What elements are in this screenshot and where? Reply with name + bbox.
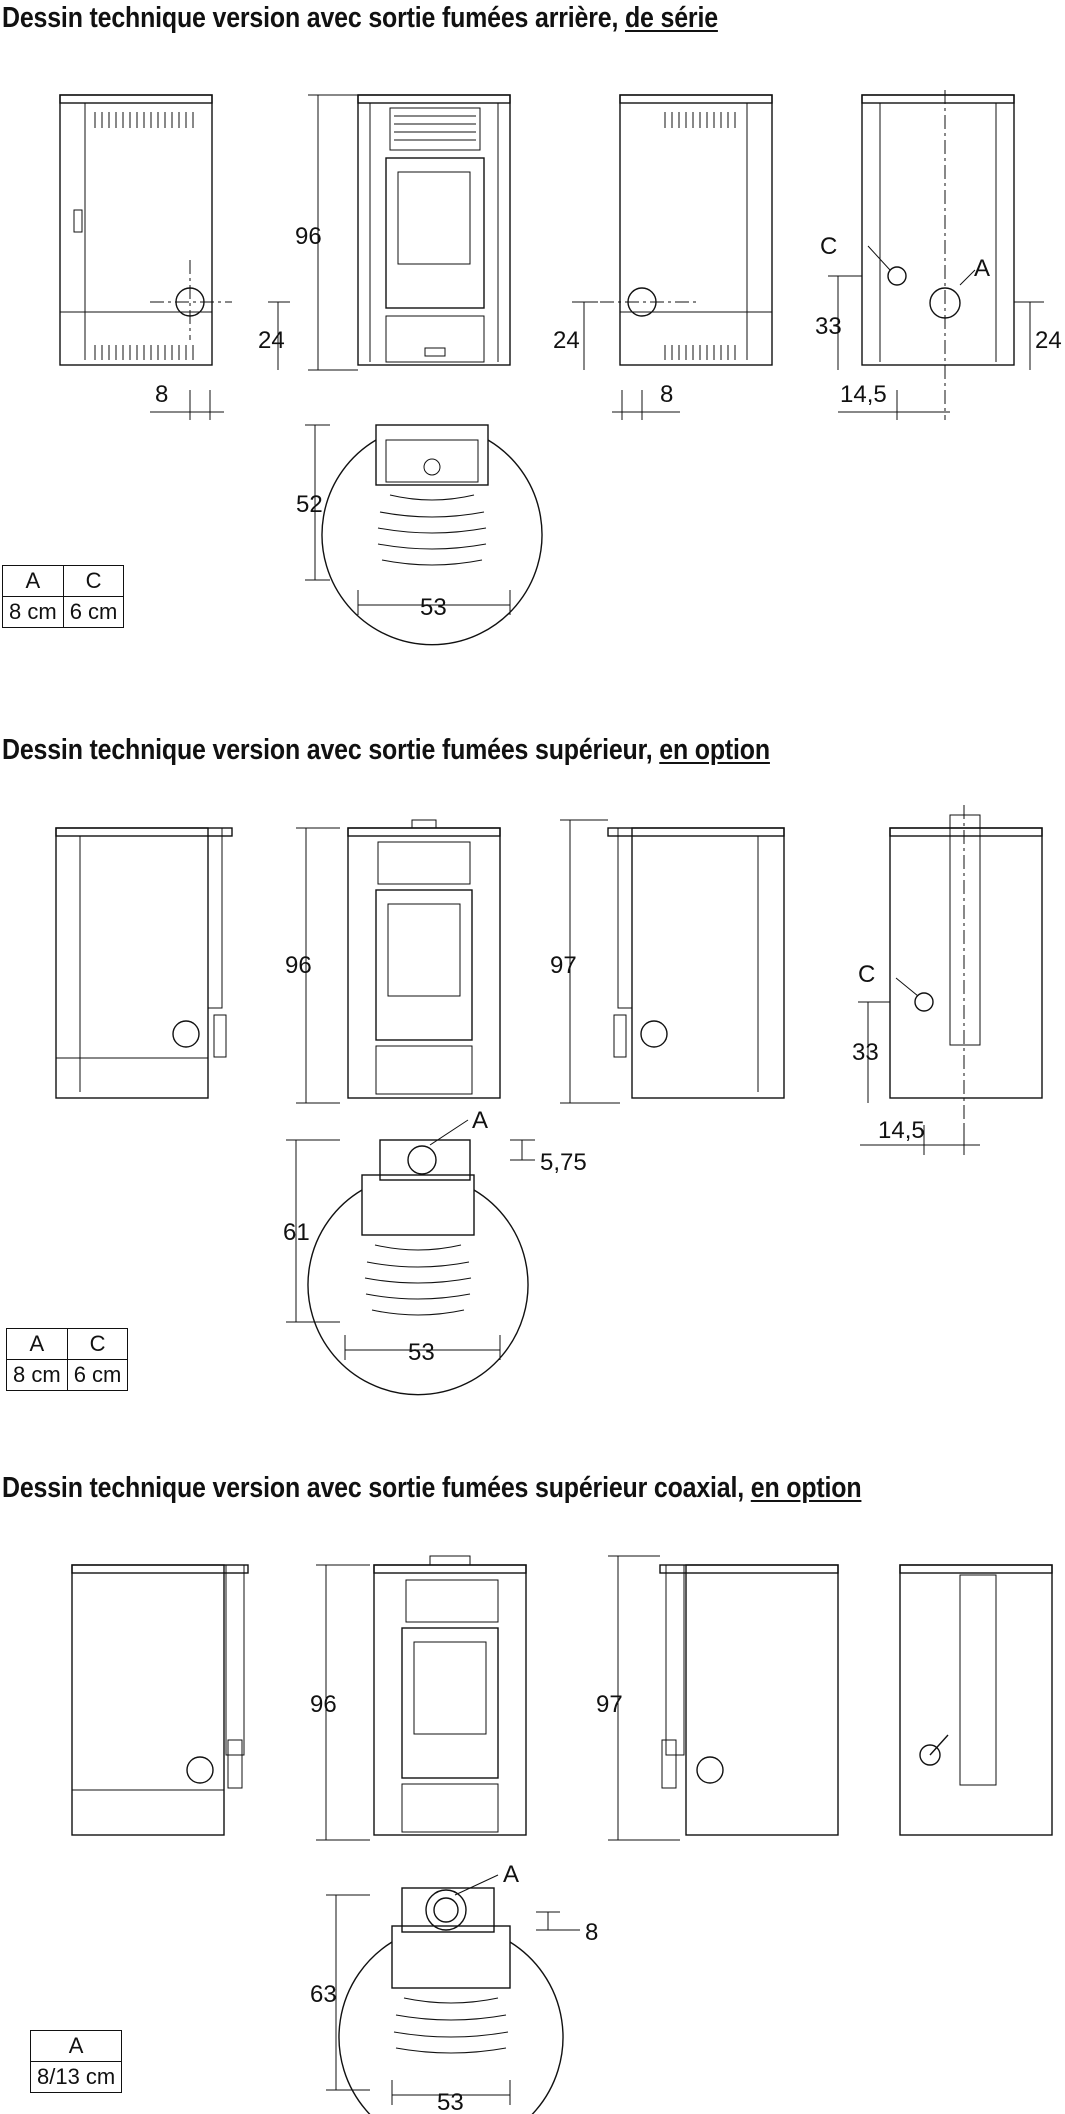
dim-left-height: 24 [258, 327, 285, 354]
rear-label-c: C [820, 233, 838, 260]
dim-top-depth: 61 [283, 1219, 310, 1246]
title-link[interactable]: en option [750, 1472, 862, 1504]
legend-header: C [67, 1329, 128, 1360]
dim-top-width: 53 [437, 2089, 464, 2114]
rear-label-a: A [974, 255, 991, 282]
legend-header: A [3, 566, 64, 597]
top-label-a: A [503, 1861, 520, 1888]
rear-view [862, 90, 1014, 420]
title-link[interactable]: en option [659, 734, 770, 766]
legend-value: 8 cm [7, 1360, 68, 1391]
legend-value: 6 cm [63, 597, 124, 628]
front-view [348, 820, 500, 1098]
dim-rear-c-height: 33 [815, 313, 842, 340]
legend-header: A [7, 1329, 68, 1360]
technical-drawing [0, 720, 1065, 1420]
rear-view [900, 1565, 1052, 1835]
legend-header: A [31, 2031, 122, 2062]
side-view-right [660, 1565, 838, 1835]
section-title: Dessin technique version avec sortie fumées supérieur coaxial, en option [2, 1472, 862, 1504]
legend-value: 8 cm [3, 597, 64, 628]
side-view-left [56, 828, 232, 1098]
dim-height-right: 97 [596, 1691, 623, 1718]
top-view [339, 1888, 563, 2114]
dim-top-depth: 63 [310, 1981, 337, 2008]
dim-height: 96 [310, 1691, 337, 1718]
dim-height: 96 [295, 223, 322, 250]
dim-left-offset: 8 [155, 381, 169, 408]
dim-right-offset: 8 [660, 381, 674, 408]
section-title: Dessin technique version avec sortie fumées supérieur, en option [2, 734, 770, 766]
rear-label-c: C [858, 961, 876, 988]
dim-right-height: 24 [553, 327, 580, 354]
dim-top-offset: 8 [585, 1919, 599, 1946]
side-view-right [608, 828, 784, 1098]
section-rear-exhaust [0, 0, 1065, 680]
section-coaxial-exhaust [0, 1450, 1065, 2114]
dim-rear-c-height: 33 [852, 1039, 879, 1066]
technical-drawing [0, 1450, 1065, 2114]
dim-height-right: 97 [550, 952, 577, 979]
dim-height: 96 [285, 952, 312, 979]
dim-rear-right-height: 24 [1035, 327, 1062, 354]
legend-header: C [63, 566, 124, 597]
side-view-right [600, 95, 772, 365]
technical-drawing [0, 0, 1065, 680]
dim-top-width: 53 [408, 1339, 435, 1366]
legend-table [6, 1328, 128, 1391]
legend-value: 6 cm [67, 1360, 128, 1391]
dim-rear-width: 14,5 [878, 1117, 925, 1144]
section-top-exhaust [0, 720, 1065, 1420]
section-title: Dessin technique version avec sortie fumées arrière, de série [2, 2, 718, 34]
title-link[interactable]: de série [624, 2, 718, 34]
dim-top-offset: 5,75 [540, 1149, 587, 1176]
legend-table [2, 565, 124, 628]
side-view-left [60, 95, 232, 365]
legend-value: 8/13 cm [31, 2062, 122, 2093]
dim-top-width: 53 [420, 594, 447, 621]
legend-table [30, 2030, 122, 2093]
top-label-a: A [472, 1107, 489, 1134]
dim-top-depth: 52 [296, 491, 323, 518]
front-view [374, 1556, 526, 1835]
dim-rear-width: 14,5 [840, 381, 887, 408]
side-view-left [72, 1565, 248, 1835]
rear-view [890, 805, 1042, 1140]
front-view [358, 95, 510, 365]
